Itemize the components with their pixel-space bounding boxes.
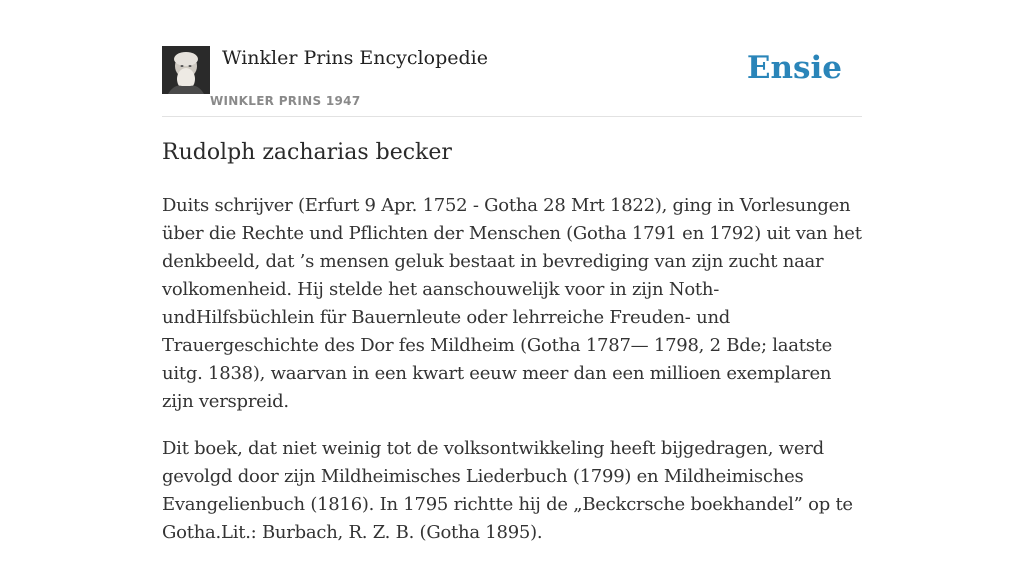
article-body (162, 192, 862, 566)
publication-edition: WINKLER PRINS 1947 (210, 94, 361, 108)
article-paragraph: Dit boek, dat niet weinig tot de volksontwikkeling heeft bijgedragen, werd gevolgd door zijn Mildheimisches Liederbuch (1799) en Mildheimisches Evangelienbuch (1816). In 1795 richtte hij de „Beckcrsche boekhandel” op te Gotha.Lit.: Burbach, R. Z. B. (Gotha 1895). (162, 438, 853, 543)
article-paragraph: Duits schrijver (Erfurt 9 Apr. 1752 - Gotha 28 Mrt 1822), ging in Vorlesungen über die Rechte und Pflichten der Menschen (Gotha 1791 en 1792) uit van het denkbeeld, dat ’s mensen geluk bestaat in bevrediging van zijn zucht naar volkomenheid. Hij stelde het aanschouwelijk voor in zijn Noth- undHilfsbüchlein für Bauernleute oder lehrreiche Freuden- und Trauergeschichte des Dor fes Mildheim (Gotha 1787— 1798, 2 Bde; laatste uitg. 1838), waarvan in een kwart eeuw meer dan een millioen exemplaren zijn verspreid. (162, 195, 862, 412)
portrait-avatar-icon (162, 46, 210, 94)
ensie-logo[interactable]: Ensie (746, 50, 842, 86)
publication-name[interactable]: Winkler Prins Encyclopedie (222, 47, 488, 69)
author-avatar[interactable] (162, 46, 210, 94)
article-header (162, 46, 862, 117)
article-title: Rudolph zacharias becker (162, 140, 452, 165)
